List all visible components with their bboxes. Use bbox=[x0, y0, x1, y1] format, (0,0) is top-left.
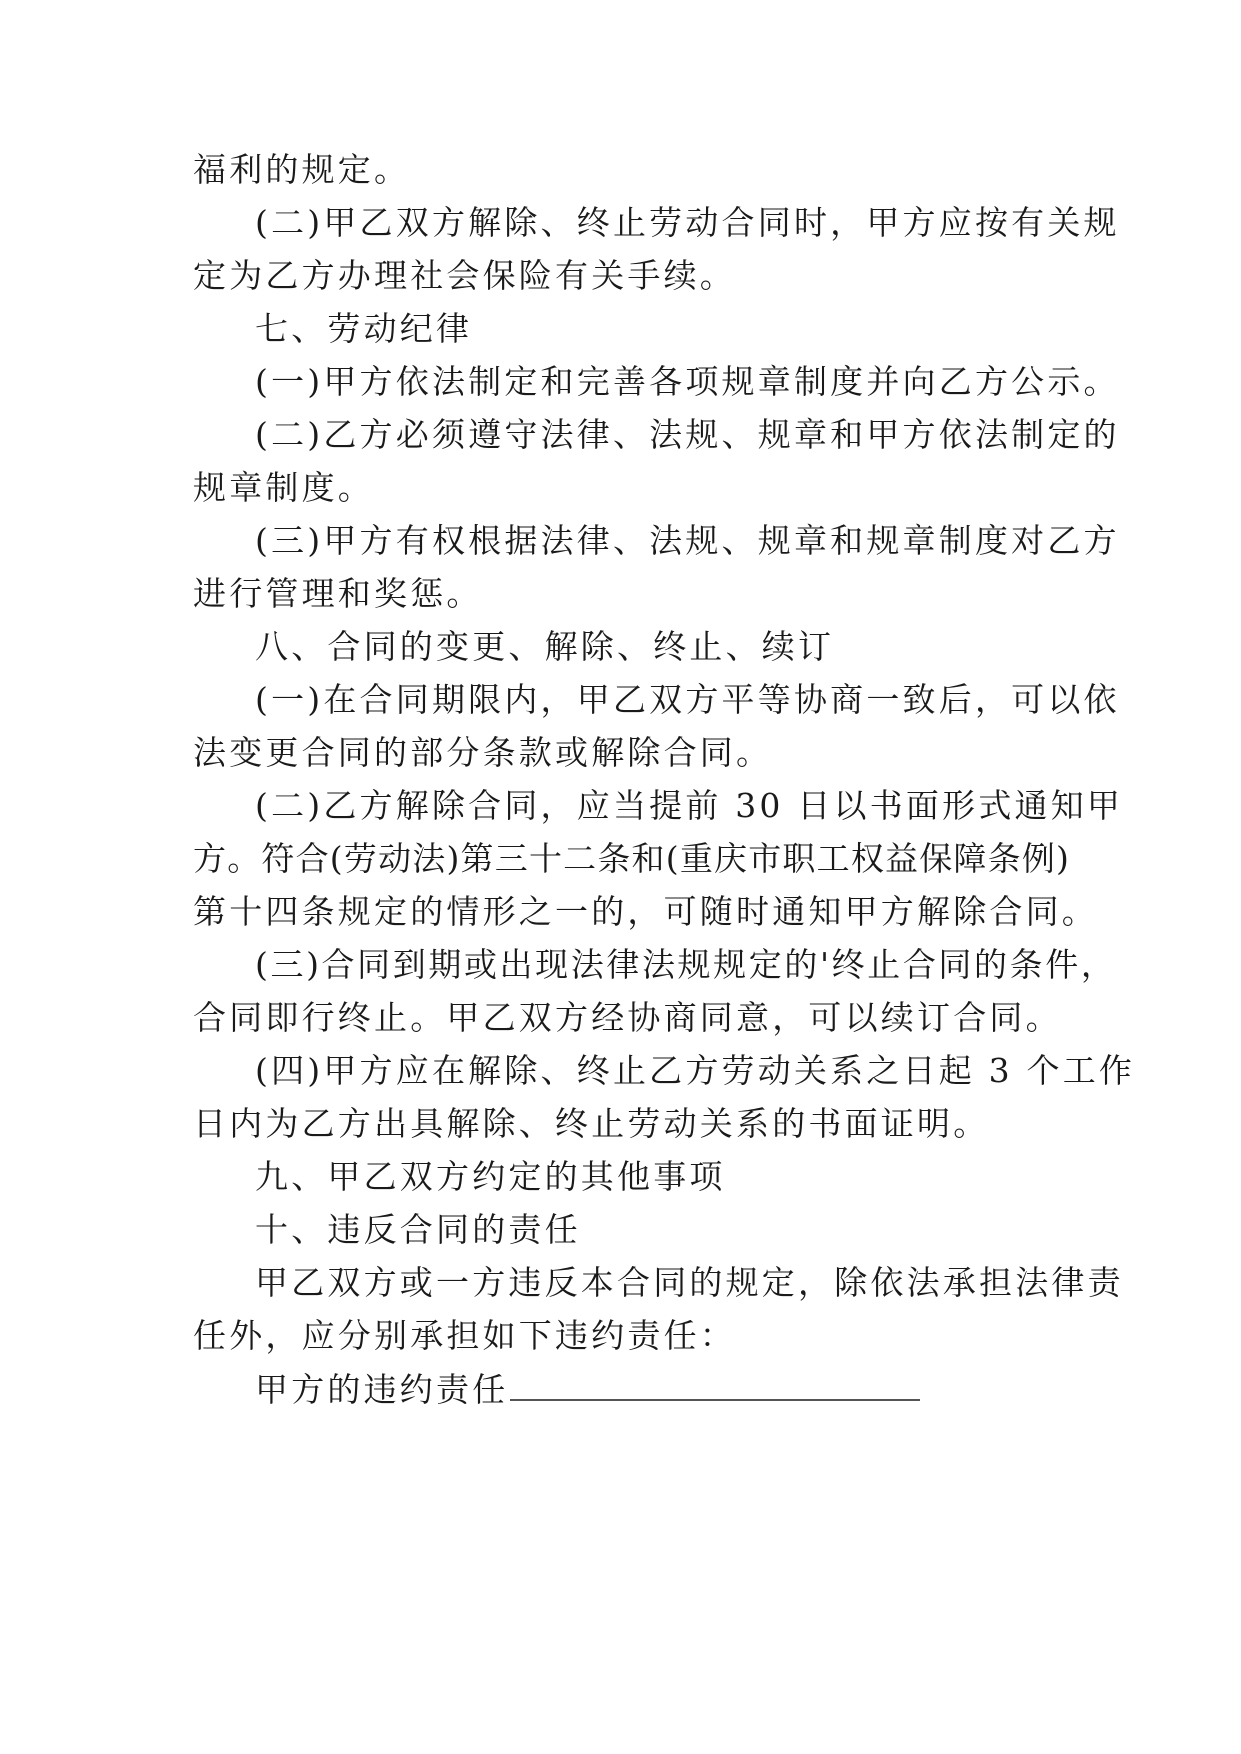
text-line: (三)合同到期或出现法律法规规定的'终止合同的条件， bbox=[255, 945, 1117, 984]
fill-in-line bbox=[255, 1369, 920, 1410]
text-line: (二)乙方解除合同，应当提前 30 日以书面形式通知甲 bbox=[255, 786, 1124, 825]
text-line: (二)甲乙双方解除、终止劳动合同时，甲方应按有关规 bbox=[255, 203, 1120, 242]
text-line: 合同即行终止。甲乙双方经协商同意，可以续订合同。 bbox=[193, 998, 1062, 1037]
blank-underline bbox=[510, 1369, 920, 1401]
section-heading: 八、合同的变更、解除、终止、续订 bbox=[255, 627, 835, 666]
section-heading: 九、甲乙双方约定的其他事项 bbox=[255, 1157, 726, 1196]
text-line: (二)乙方必须遵守法律、法规、规章和甲方依法制定的 bbox=[255, 415, 1120, 454]
text-line: 日内为乙方出具解除、终止劳动关系的书面证明。 bbox=[193, 1104, 990, 1143]
text-line: (四)甲方应在解除、终止乙方劳动关系之日起 3 个工作 bbox=[255, 1051, 1136, 1090]
text-line: (一)甲方依法制定和完善各项规章制度并向乙方公示。 bbox=[255, 362, 1120, 401]
text-line: 任外，应分别承担如下违约责任： bbox=[193, 1316, 736, 1355]
text-line: 规章制度。 bbox=[193, 468, 374, 507]
text-line: (三)甲方有权根据法律、法规、规章和规章制度对乙方 bbox=[255, 521, 1120, 560]
text-line: 甲乙双方或一方违反本合同的规定，除依法承担法律责 bbox=[255, 1263, 1124, 1302]
fill-in-label: 甲方的违约责任 bbox=[255, 1370, 509, 1409]
section-heading: 七、劳动纪律 bbox=[255, 309, 473, 348]
section-heading: 十、违反合同的责任 bbox=[255, 1210, 581, 1249]
text-line: (一)在合同期限内，甲乙双方平等协商一致后，可以依 bbox=[255, 680, 1120, 719]
text-line: 福利的规定。 bbox=[193, 150, 411, 189]
text-line: 法变更合同的部分条款或解除合同。 bbox=[193, 733, 773, 772]
text-line: 第十四条规定的情形之一的，可随时通知甲方解除合同。 bbox=[193, 892, 1098, 931]
text-line: 方。符合(劳动法)第三十二条和(重庆市职工权益保障条例) bbox=[193, 839, 1071, 878]
text-line: 定为乙方办理社会保险有关手续。 bbox=[193, 256, 736, 295]
text-line: 进行管理和奖惩。 bbox=[193, 574, 483, 613]
